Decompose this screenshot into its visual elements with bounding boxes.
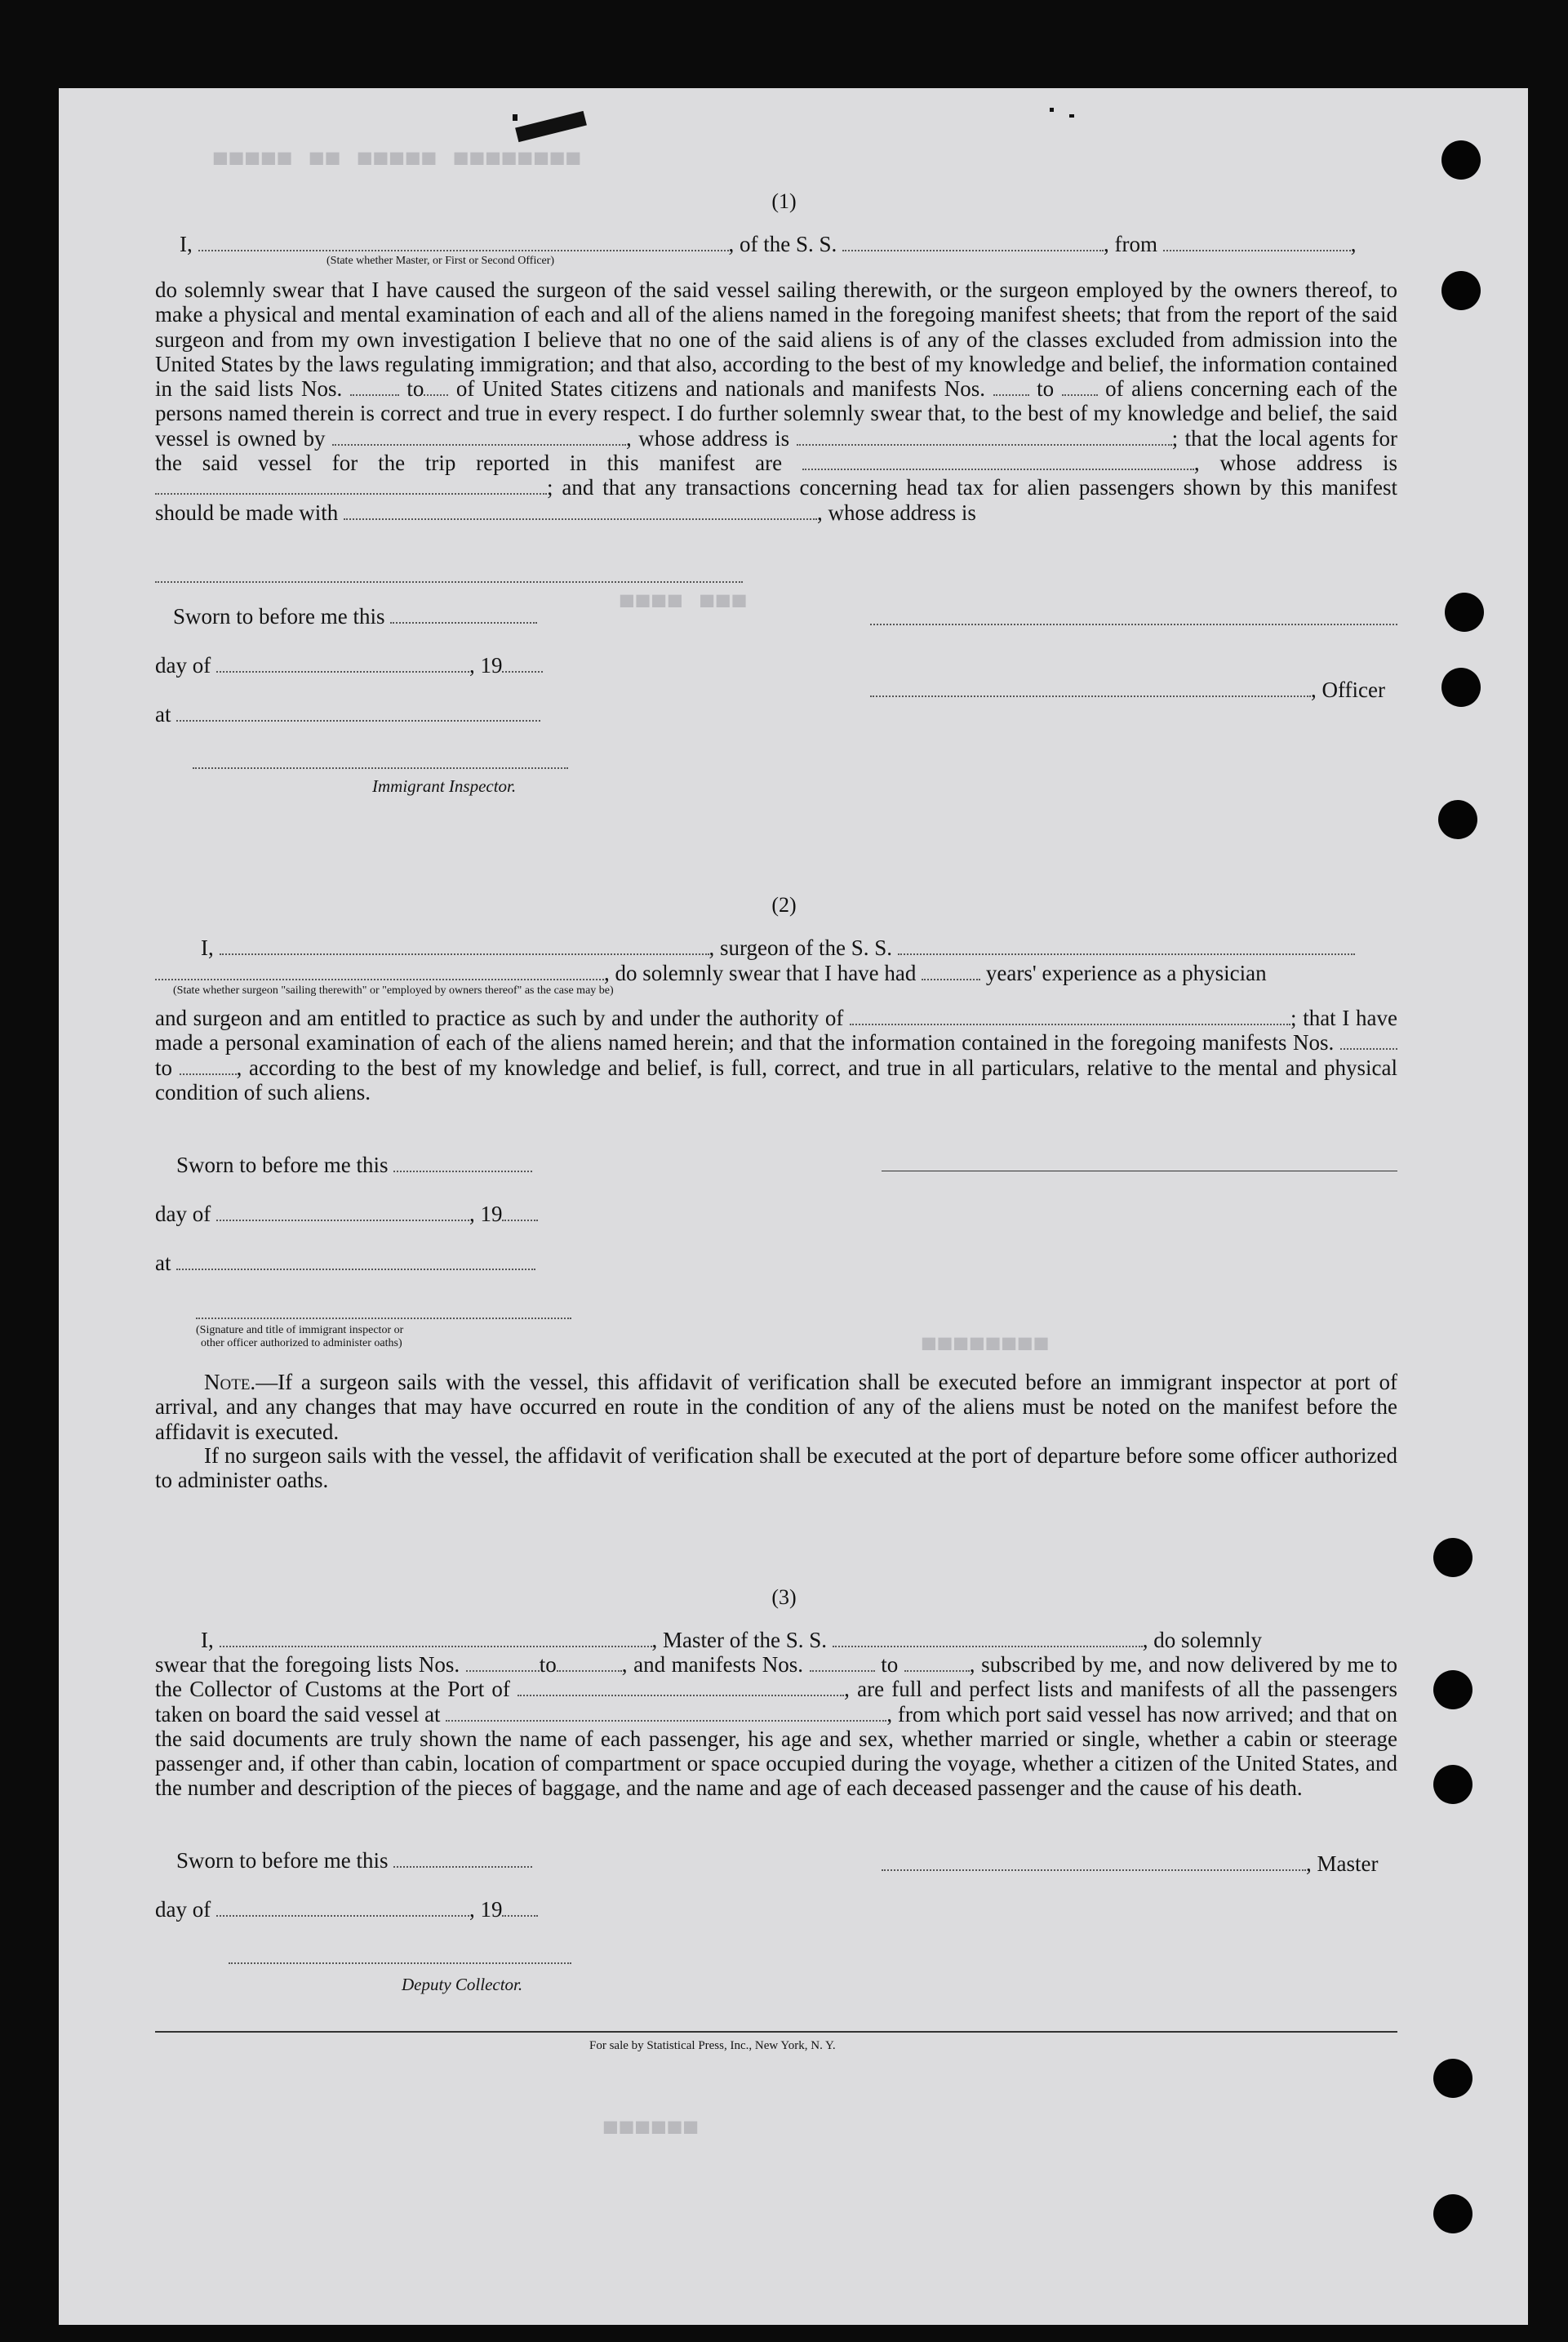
ink-mark: [513, 114, 517, 121]
footer-printer: For sale by Statistical Press, Inc., New York, N. Y.: [589, 2039, 836, 2052]
day-of-line: day of , 19: [155, 1897, 538, 1922]
blank-line: [155, 581, 743, 583]
signature-line: [870, 624, 1397, 625]
signature-note: (Signature and title of immigrant inspector or: [196, 1324, 404, 1336]
day-of-line: day of , 19: [155, 653, 543, 678]
field-note: (State whether surgeon "sailing therewith" or "employed by owners thereof" as the case may be): [173, 984, 614, 997]
section-number: (2): [771, 893, 797, 917]
bleed-through-text: ▀▀▀▀▀▀▀▀: [922, 1339, 1051, 1363]
punch-hole: [1441, 140, 1481, 180]
section-number: (1): [771, 189, 797, 213]
officer-line: , Officer: [870, 678, 1385, 702]
punch-hole: [1438, 800, 1477, 839]
punch-hole: [1433, 1538, 1472, 1577]
signature-note: other officer authorized to administer oaths): [201, 1337, 402, 1349]
section2-line2: , do solemnly swear that I have had years' experience as a physician: [155, 961, 1267, 985]
section3-line1: I, , Master of the S. S. , do solemnly: [201, 1628, 1262, 1652]
signature-line: [193, 767, 568, 769]
day-of-line: day of , 19: [155, 1202, 538, 1226]
section3-body: swear that the foregoing lists Nos. to , and manifests Nos. to , subscribed by me, and now delivered by me to the Collector of Customs at the Port of , are full and perfect lists and manifests of all the passengers taken on board the said vessel at , from which port said vessel has now arrived; and that on the said documents are truly shown the name of each passenger, his age and sex, whether married or single, whether a cabin or steerage passenger and, if other than cabin, location of compartment or space occupied during the voyage, whether a citizen of the United States, and the number and description of the pieces of baggage, and the name and age of each deceased passenger and the cause of his death.: [155, 1652, 1397, 1801]
section2-line1: I, , surgeon of the S. S.: [201, 935, 1355, 960]
ink-mark: [1069, 114, 1074, 118]
bleed-through-text: ▀▀▀▀▀▀: [604, 2122, 700, 2147]
signature-line: [229, 1962, 571, 1964]
section2-body: and surgeon and am entitled to practice as such by and under the authority of ; that I have made a personal examination of each of the aliens named herein; and that the information contained in the foregoing manifests Nos. to , according to the best of my knowledge and belief, is full, correct, and true in all particulars, relative to the mental and physical condition of such aliens.: [155, 1006, 1398, 1104]
surgeon-note-2: If no surgeon sails with the vessel, the affidavit of verification shall be executed at the port of departure before some officer authorized to administer oaths.: [155, 1443, 1397, 1493]
bleed-through-text: ▀▀▀▀ ▀▀▀: [620, 596, 749, 620]
punch-hole: [1433, 1670, 1472, 1709]
signature-line: [196, 1318, 571, 1319]
punch-hole: [1433, 2194, 1472, 2233]
section1-body: do solemnly swear that I have caused the surgeon of the said vessel sailing therewith, or the surgeon employed by the owners thereof, to make a physical and mental examination of each and all of the aliens named in the foregoing manifest sheets; that from the report of the said surgeon and from my own investigation I believe that no one of the said aliens is of any of the classes excluded from admission into the United States by the laws regulating immigration; and that also, according to the best of my knowledge and belief, the information contained in the said lists Nos. to of United States citizens and nationals and manifests Nos. to of aliens concerning each of the persons named therein is correct and true in every respect. I do further solemnly swear that, to the best of my knowledge and belief, the said vessel is owned by , whose address is ; that the local agents for the said vessel for the trip reported in this manifest are , whose address is ; and that any transactions concerning head tax for alien passengers shown by this manifest should be made with , whose address is: [155, 278, 1398, 525]
footer-rule: [155, 2031, 1397, 2033]
ink-mark: [1050, 108, 1054, 112]
sworn-line: Sworn to before me this: [173, 604, 537, 629]
punch-hole: [1441, 271, 1481, 310]
punch-hole: [1441, 668, 1481, 707]
inspector-title: Immigrant Inspector.: [372, 776, 517, 796]
field-note: (State whether Master, or First or Second Officer): [326, 255, 555, 267]
punch-hole: [1433, 1765, 1472, 1804]
section1-line1: I, , of the S. S. , from ,: [180, 232, 1357, 256]
at-line: at: [155, 1251, 535, 1275]
at-line: at: [155, 702, 540, 727]
bleed-through-text: ▀▀▀▀▀ ▀▀ ▀▀▀▀▀ ▀▀▀▀▀▀▀▀: [214, 153, 584, 178]
surgeon-note: Note.—If a surgeon sails with the vessel, this affidavit of verification shall be executed before an immigrant inspector at port of arrival, and any changes that may have occurred en route in the condition of any of the aliens must be noted on the manifest before the affidavit is executed.: [155, 1370, 1397, 1444]
punch-hole: [1433, 2059, 1472, 2098]
section-number: (3): [771, 1585, 797, 1609]
punch-hole: [1445, 593, 1484, 632]
collector-title: Deputy Collector.: [402, 1975, 523, 1994]
sworn-line: Sworn to before me this: [176, 1153, 532, 1177]
sworn-line: Sworn to before me this: [176, 1848, 532, 1873]
master-line: , Master: [882, 1851, 1378, 1876]
